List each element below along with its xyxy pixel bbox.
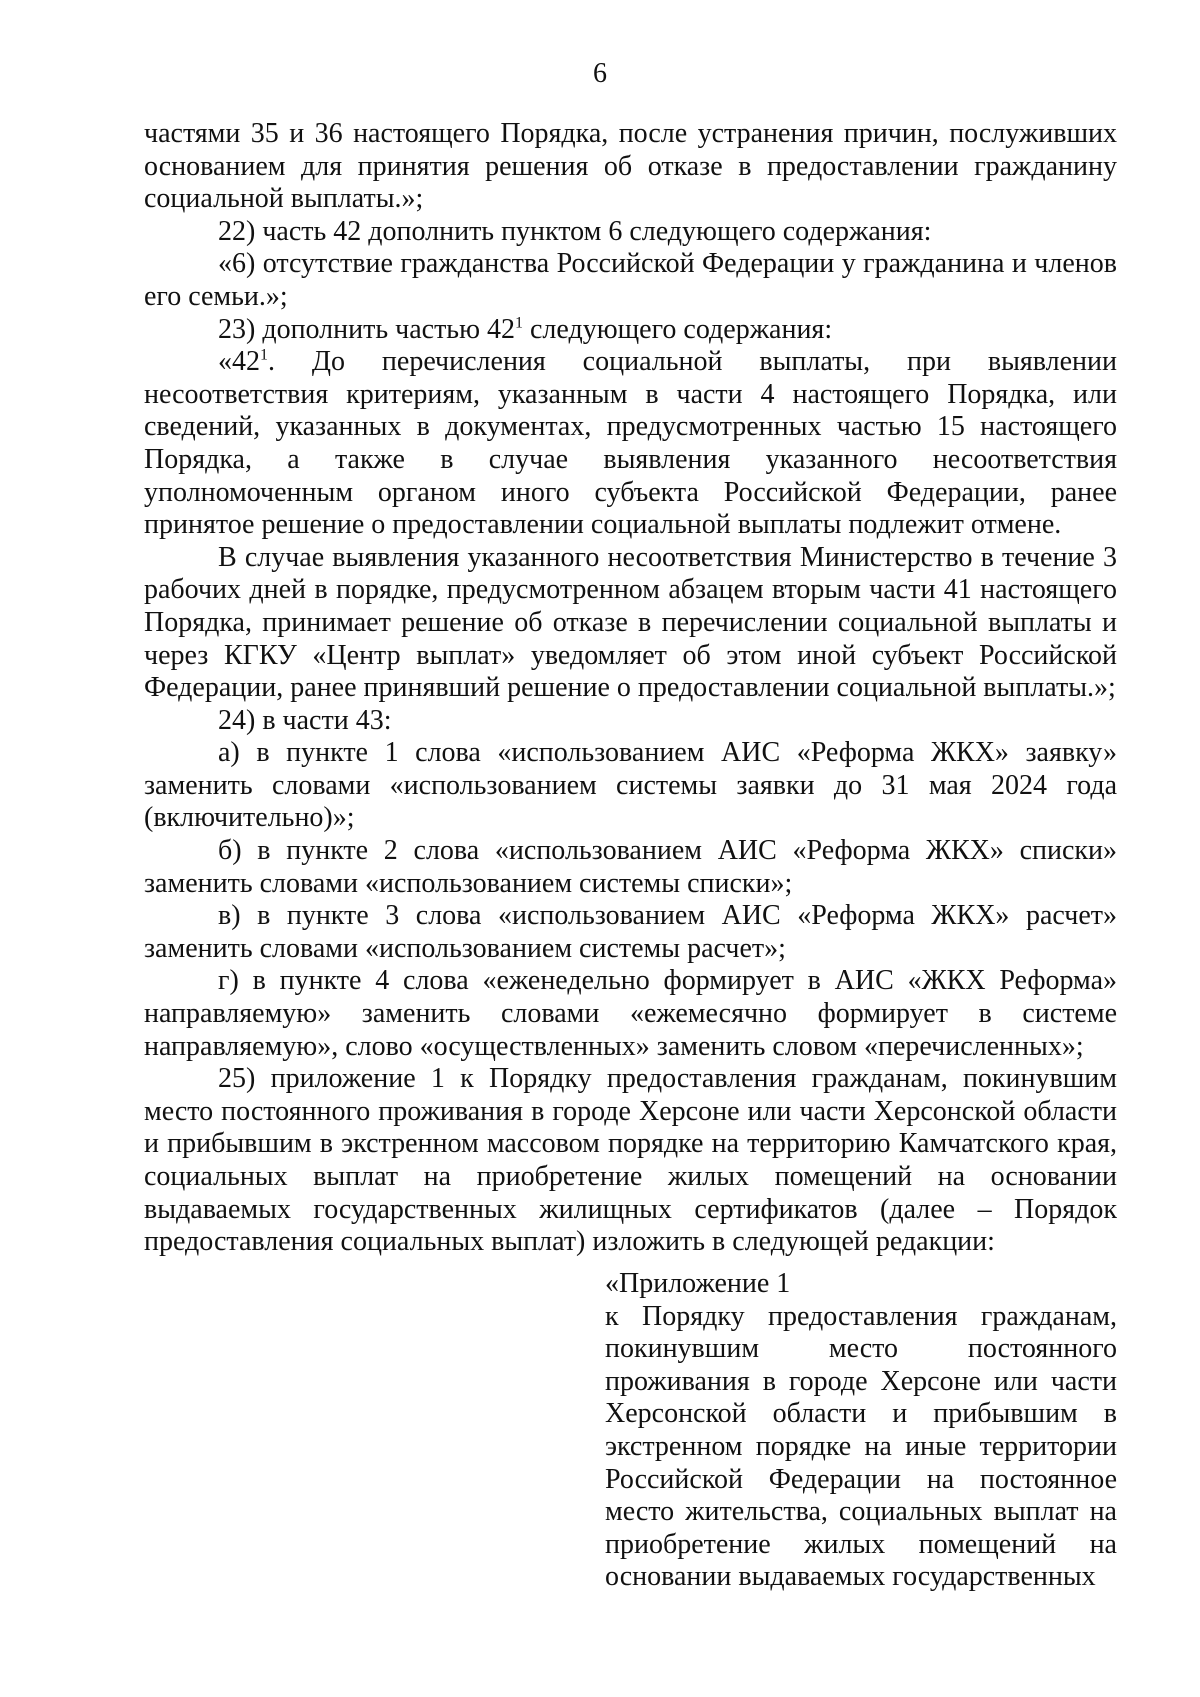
paragraph-item-23-after: следующего содержания: — [523, 313, 833, 345]
appendix-title: «Приложение 1 — [605, 1268, 791, 1299]
paragraph-part-42-1-before: «42 — [218, 346, 260, 378]
paragraph-continuation: частями 35 и 36 настоящего Порядка, после устранения причин, послуживших основанием для принятия решения об отказе в предоставлении гражданину социальной выплаты.»; — [144, 118, 1117, 215]
superscript-1: 1 — [260, 346, 268, 364]
appendix-description: к Порядку предоставления гражданам, покинувшим место постоянного проживания в городе Херсоне или части Херсонской области и прибывшим в экстренном порядке на иные территории Российской Федерации на постоянное место жительства, социальных выплат на приобретение жилых помещений на основании выдаваемых государственных — [605, 1300, 1117, 1593]
paragraph-subitem-b: б) в пункте 2 слова «использованием АИС «Реформа ЖКХ» списки» заменить словами «использованием системы списки»; — [144, 835, 1117, 899]
page-number: 6 — [593, 58, 607, 89]
paragraph-item-22: 22) часть 42 дополнить пунктом 6 следующего содержания: — [218, 215, 932, 247]
document-body — [144, 118, 1117, 1259]
appendix-header — [605, 1268, 1117, 1594]
superscript-1: 1 — [515, 314, 523, 332]
paragraph-part-42-1 — [144, 346, 1117, 542]
paragraph-subitem-g: г) в пункте 4 слова «еженедельно формирует в АИС «ЖКХ Реформа» направляемую» заменить словами «ежемесячно формирует в системе направляемую», слово «осуществленных» заменить словом «перечисленных»; — [144, 965, 1117, 1062]
paragraph-item-23 — [144, 314, 1117, 347]
paragraph-item-24: 24) в части 43: — [218, 704, 392, 736]
paragraph-item-25: 25) приложение 1 к Порядку предоставления гражданам, покинувшим место постоянного проживания в городе Херсоне или части Херсонской области и прибывшим в экстренном массовом порядке на территорию Камчатского края, социальных выплат на приобретение жилых помещений на основании выдаваемых государственных жилищных сертификатов (далее – Порядок предоставления социальных выплат) изложить в следующей редакции: — [144, 1063, 1117, 1258]
paragraph-subitem-v: в) в пункте 3 слова «использованием АИС «Реформа ЖКХ» расчет» заменить словами «использованием системы расчет»; — [144, 900, 1117, 964]
paragraph-mismatch-case: В случае выявления указанного несоответствия Министерство в течение 3 рабочих дней в порядке, предусмотренном абзацем вторым части 41 настоящего Порядка, принимает решение об отказе в перечислении социальной выплаты и через КГКУ «Центр выплат» уведомляет об этом иной субъект Российской Федерации, ранее принявший решение о предоставлении социальной выплаты.»; — [144, 541, 1117, 704]
paragraph-item-22-quote: «6) отсутствие гражданства Российской Федерации у гражданина и членов его семьи.»; — [144, 248, 1117, 312]
paragraph-subitem-a: а) в пункте 1 слова «использованием АИС «Реформа ЖКХ» заявку» заменить словами «использованием системы заявки до 31 мая 2024 года (включительно)»; — [144, 737, 1117, 834]
paragraph-item-23-before: 23) дополнить частью 42 — [218, 313, 515, 345]
paragraph-part-42-1-after: . До перечисления социальной выплаты, при выявлении несоответствия критериям, указанным в части 4 настоящего Порядка, или сведений, указанных в документах, предусмотренных частью 15 настоящего Порядка, а также в случае выявления указанного несоответствия уполномоченным органом иного субъекта Российской Федерации, ранее принятое решение о предоставлении социальной выплаты подлежит отмене. — [144, 346, 1117, 541]
